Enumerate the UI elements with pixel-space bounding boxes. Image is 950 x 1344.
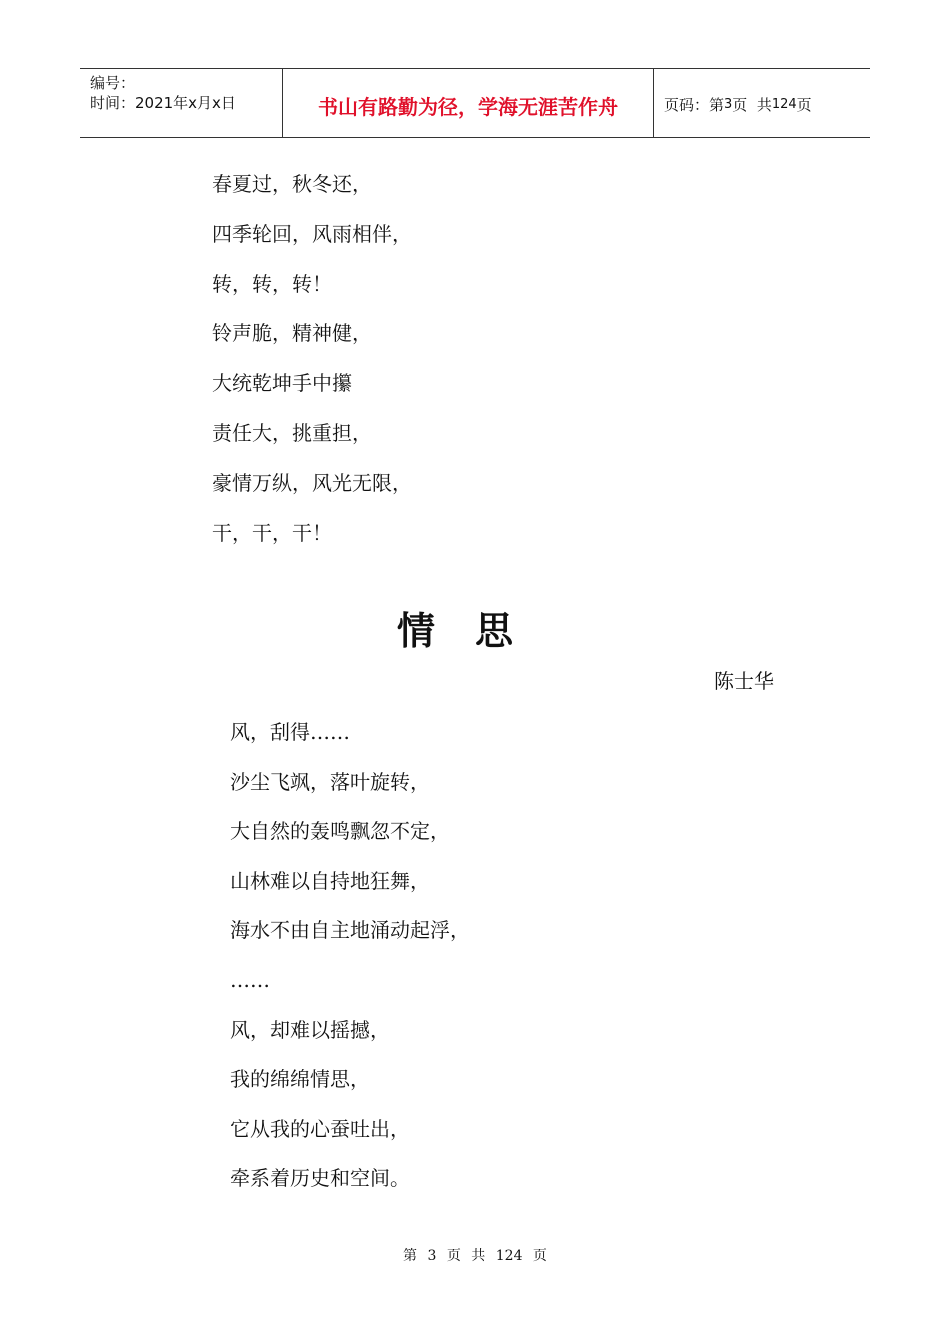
poem2-line: 大自然的轰鸣飘忽不定， bbox=[230, 819, 450, 843]
page-prefix: 页码：第 bbox=[664, 95, 725, 114]
page-total: 124 bbox=[771, 96, 797, 112]
poem1-line: 四季轮回，风雨相伴， bbox=[212, 222, 412, 246]
number-label: 编号： bbox=[90, 74, 136, 92]
time-text: 时间：2021年x月x日 bbox=[90, 94, 236, 112]
poem1-line: 责任大，挑重担， bbox=[212, 421, 372, 445]
poem1-line: 大统乾坤手中攥 bbox=[212, 371, 352, 395]
poem2-line: 风，刮得…… bbox=[230, 720, 350, 744]
poem2-line: 海水不由自主地涌动起浮， bbox=[230, 918, 470, 942]
poem2-line: 沙尘飞飒，落叶旋转， bbox=[230, 770, 430, 794]
page-header bbox=[80, 68, 870, 138]
page-number: 3 bbox=[724, 96, 733, 112]
poem2-line: …… bbox=[230, 968, 270, 992]
header-meta bbox=[80, 69, 282, 137]
poem2-line: 牵系着历史和空间。 bbox=[230, 1166, 410, 1190]
page-suffix: 页 bbox=[796, 95, 812, 114]
poem1-line: 豪情万纵，风光无限， bbox=[212, 471, 412, 495]
poem2-line: 我的绵绵情思， bbox=[230, 1067, 370, 1091]
page-footer: 第 3 页 共 124 页 bbox=[403, 1248, 547, 1264]
page-mid: 页 共 bbox=[732, 95, 772, 114]
header-motto: 书山有路勤为径，学海无涯苦作舟 bbox=[282, 69, 654, 137]
poem2-line: 它从我的心蚕吐出， bbox=[230, 1117, 410, 1141]
poem1-line: 干，干，干！ bbox=[212, 521, 332, 545]
poem1-line: 转，转，转！ bbox=[212, 272, 332, 296]
poem2-title: 情思 bbox=[396, 608, 553, 653]
poem1-line: 铃声脆，精神健， bbox=[212, 321, 372, 345]
poem1-line: 春夏过，秋冬还， bbox=[212, 172, 372, 196]
header-page-info bbox=[654, 69, 870, 137]
poem2-line: 风，却难以摇撼， bbox=[230, 1018, 390, 1042]
poem2-line: 山林难以自持地狂舞， bbox=[230, 869, 430, 893]
poem2-author: 陈士华 bbox=[714, 669, 774, 693]
